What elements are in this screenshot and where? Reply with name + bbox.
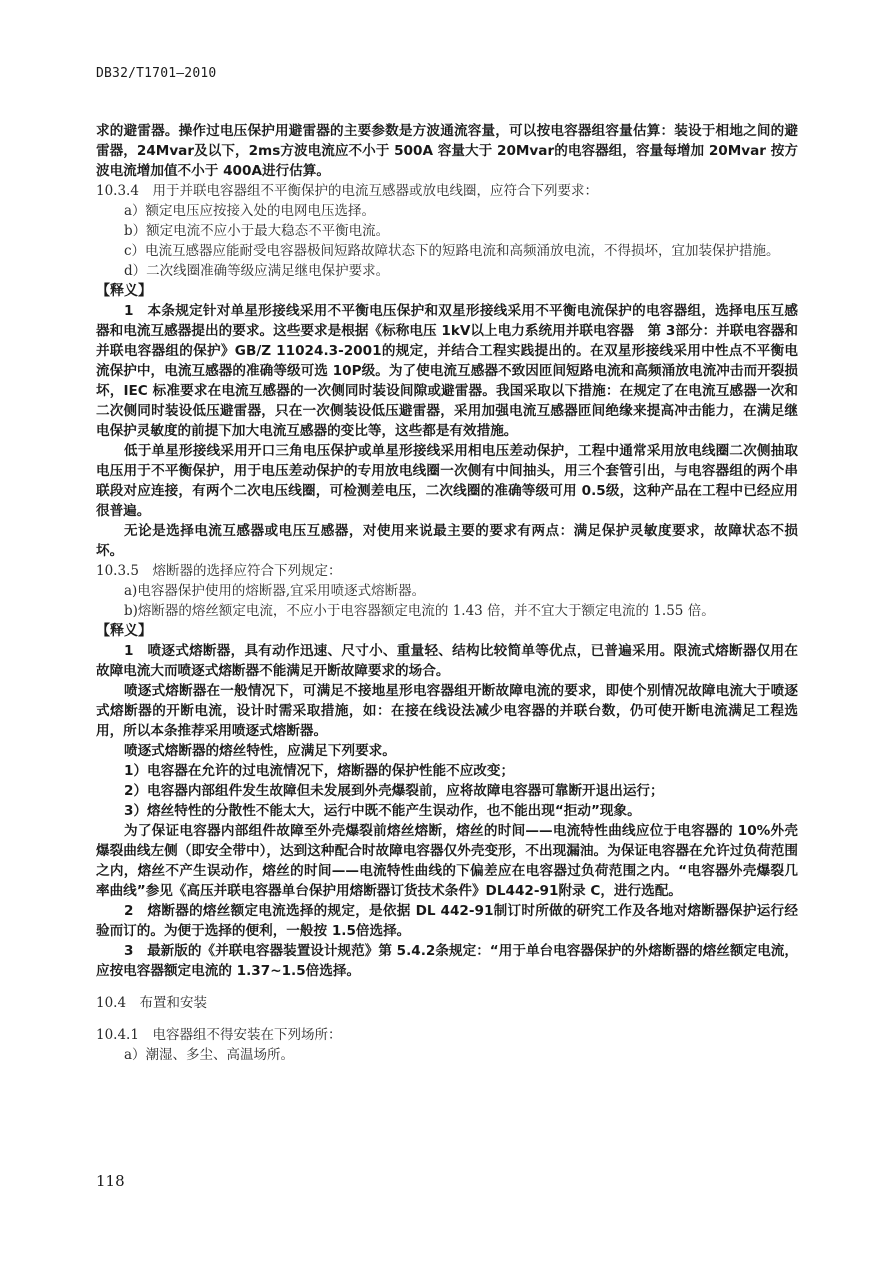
page-number: 118: [96, 1172, 125, 1190]
interpretation-heading: 【释义】: [96, 623, 152, 639]
clause-10-3-4: 10.3.4 用于并联电容器组不平衡保护的电流互感器或放电线圈，应符合下列要求：: [96, 183, 598, 199]
paragraph-continuation: 求的避雷器。操作过电压保护用避雷器的主要参数是方波通流容量，可以按电容器组容量估算：装设于相地之间的避雷器，24Mvar及以下，2ms方波电流应不小于 500A 容量大于 20Mvar的电容器组，容量每增加 20Mvar 按方波电流增加值不小于 400A进行估算。: [96, 123, 798, 179]
interpretation-paragraph: 1 喷逐式熔断器，具有动作迅速、尺寸小、重量轻、结构比较简单等优点，已普遍采用。限流式熔断器仅用在故障电流大而喷逐式熔断器不能满足开断故障要求的场合。: [96, 643, 798, 679]
clause-item-b: b）额定电流不应小于最大稳态不平衡电流。: [124, 223, 390, 239]
interpretation-paragraph: 1 本条规定针对单星形接线采用不平衡电压保护和双星形接线采用不平衡电流保护的电容器组，选择电压互感器和电流互感器提出的要求。这些要求是根据《标称电压 1kV以上电力系统用并联电容器 第 3部分：并联电容器和并联电容器组的保护》GB/Z 11024.3-2001的规定，并结合工程实践提出的。在双星形接线采用中性点不平衡电流保护中，电流互感器的准确等级可选 10P级。为了使电流互感器不致因匝间短路电流和高频涌放电流冲击而开裂损坏，IEC 标准要求在电流互感器的一次侧同时装设间隙或避雷器。我国采取以下措施：在规定了在电流互感器一次和二次侧同时装设低压避雷器，只在一次侧装设低压避雷器，采用加强电流互感器匝间绝缘来提高冲击能力，在满足继电保护灵敏度的前提下加大电流互感器的变比等，这些都是有效措施。: [96, 303, 798, 439]
requirement-item: 1）电容器在允许的过电流情况下，熔断器的保护性能不应改变；: [124, 763, 515, 779]
requirement-item: 3）熔丝特性的分散性不能太大，运行中既不能产生误动作，也不能出现“拒动”现象。: [124, 803, 641, 819]
interpretation-paragraph: 2 熔断器的熔丝额定电流选择的规定，是依据 DL 442-91制订时所做的研究工作及各地对熔断器保护运行经验而订的。为便于选择的便利，一般按 1.5倍选择。: [96, 903, 798, 939]
clause-10-3-5: 10.3.5 熔断器的选择应符合下列规定：: [96, 563, 342, 579]
clause-10-4-1: 10.4.1 电容器组不得安装在下列场所：: [96, 1027, 342, 1043]
document-body: [96, 121, 798, 1065]
interpretation-paragraph: 3 最新版的《并联电容器装置设计规范》第 5.4.2条规定：“用于单台电容器保护的外熔断器的熔丝额定电流，应按电容器额定电流的 1.37~1.5倍选择。: [96, 943, 798, 979]
clause-item-a: a）潮湿、多尘、高温场所。: [124, 1047, 295, 1063]
clause-item-c: c）电流互感器应能耐受电容器极间短路故障状态下的短路电流和高频涌放电流，不得损坏，宜加装保护措施。: [124, 243, 780, 259]
interpretation-heading: 【释义】: [96, 283, 152, 299]
interpretation-paragraph: 为了保证电容器内部组件故障至外壳爆裂前熔丝熔断，熔丝的时间——电流特性曲线应位于电容器的 10%外壳爆裂曲线左侧（即安全带中），达到这种配合时故障电容器仅外壳变形，不出现漏油。为保证电容器在允许过负荷范围之内，熔丝不产生误动作，熔丝的时间——电流特性曲线的下偏差应在电容器过负荷范围之内。“电容器外壳爆裂几率曲线”参见《高压并联电容器单台保护用熔断器订货技术条件》DL442-91附录 C，进行选配。: [96, 823, 798, 899]
clause-item-a: a）额定电压应按接入处的电网电压选择。: [124, 203, 376, 219]
interpretation-paragraph: 喷逐式熔断器在一般情况下，可满足不接地星形电容器组开断故障电流的要求，即使个别情况故障电流大于喷逐式熔断器的开断电流，设计时需采取措施，如：在接在线设法减少电容器的并联台数，仍可使开断电流满足工程选用，所以本条推荐采用喷逐式熔断器。: [96, 683, 798, 739]
clause-item-b: b)熔断器的熔丝额定电流，不应小于电容器额定电流的 1.43 倍，并不宜大于额定电流的 1.55 倍。: [124, 603, 715, 619]
document-code: DB32/T1701—2010: [96, 66, 217, 81]
requirement-item: 2）电容器内部组件发生故障但未发展到外壳爆裂前，应将故障电容器可靠断开退出运行；: [124, 783, 664, 799]
interpretation-paragraph: 低于单星形接线采用开口三角电压保护或单星形接线采用相电压差动保护，工程中通常采用放电线圈二次侧抽取电压用于不平衡保护，用于电压差动保护的专用放电线圈一次侧有中间抽头，用三个套管引出，与电容器组的两个串联段对应连接，有两个二次电压线圈，可检测差电压，二次线圈的准确等级可用 0.5级，这种产品在工程中已经应用很普遍。: [96, 443, 798, 519]
section-heading-10-4: 10.4 布置和安装: [96, 995, 208, 1011]
interpretation-paragraph: 喷逐式熔断器的熔丝特性，应满足下列要求。: [124, 743, 396, 759]
clause-item-d: d）二次线圈准确等级应满足继电保护要求。: [124, 263, 390, 279]
interpretation-paragraph: 无论是选择电流互感器或电压互感器，对使用来说最主要的要求有两点：满足保护灵敏度要求，故障状态不损坏。: [96, 523, 798, 559]
clause-item-a: a)电容器保护使用的熔断器,宜采用喷逐式熔断器。: [124, 583, 426, 599]
